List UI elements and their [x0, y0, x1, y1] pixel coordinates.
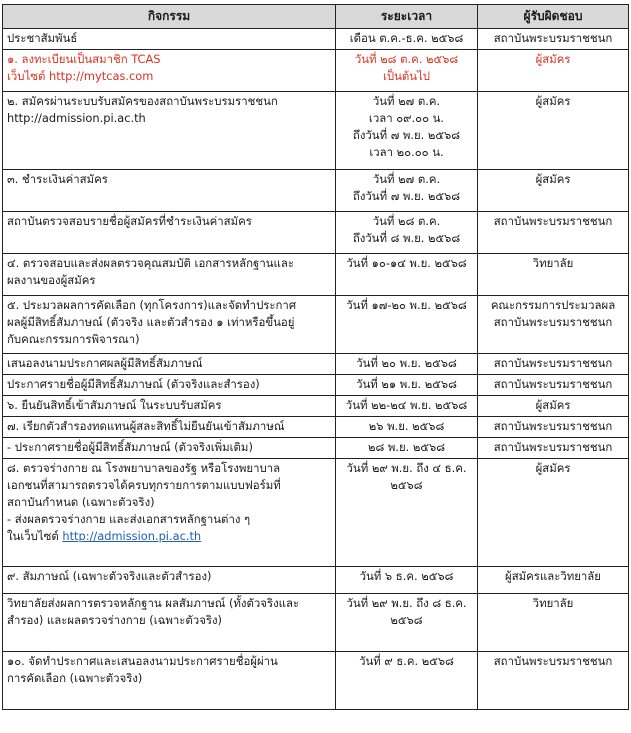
- cell-line: - ส่งผลตรวจร่างกาย และส่งเอกสารหลักฐานต่าง ๆ: [7, 512, 251, 526]
- header-activity: กิจกรรม: [3, 5, 336, 29]
- period-cell: [336, 354, 478, 375]
- cell-line: วันที่ ๑๗-๒๐ พ.ย. ๒๕๖๘: [346, 298, 467, 312]
- activity-cell: [3, 92, 336, 170]
- cell-line: ถึงวันที่ ๗ พ.ย. ๒๕๖๘: [352, 128, 461, 142]
- table-row: [3, 375, 629, 396]
- period-cell: [336, 396, 478, 417]
- activity-cell: [3, 212, 336, 254]
- responsible-cell: [478, 459, 629, 567]
- cell-line: - ประกาศรายชื่อผู้มีสิทธิ์สัมภาษณ์ (ตัวจริงเพิ่มเติม): [7, 440, 253, 454]
- activity-cell: [3, 254, 336, 296]
- cell-line: ผู้สมัคร: [535, 398, 571, 412]
- responsible-cell: [478, 438, 629, 459]
- cell-line: เสนอลงนามประกาศผลผู้มีสิทธิ์สัมภาษณ์: [7, 356, 203, 370]
- responsible-cell: [478, 375, 629, 396]
- cell-line: สถาบันพระบรมราชชนก: [493, 214, 613, 228]
- period-cell: [336, 92, 478, 170]
- period-cell: [336, 296, 478, 354]
- period-cell: [336, 29, 478, 50]
- responsible-cell: [478, 29, 629, 50]
- activity-cell: [3, 170, 336, 212]
- cell-line: ผลผู้มีสิทธิ์สัมภาษณ์ (ตัวจริง และตัวสำรอง ๑ เท่าหรือขึ้นอยู่: [7, 315, 295, 329]
- period-cell: [336, 438, 478, 459]
- admission-link[interactable]: http://admission.pi.ac.th: [62, 529, 202, 543]
- cell-line: ผู้สมัคร: [535, 172, 571, 186]
- period-cell: [336, 459, 478, 567]
- table-row: [3, 50, 629, 92]
- cell-line: ผู้สมัคร: [535, 94, 571, 108]
- cell-line: ๒๕๖๘: [390, 613, 423, 627]
- cell-line: เวลา ๒๐.๐๐ น.: [369, 145, 444, 159]
- cell-line: วันที่ ๖ ธ.ค. ๒๕๖๘: [359, 569, 454, 583]
- period-cell: [336, 170, 478, 212]
- cell-line: วันที่ ๒๗ ต.ค.: [372, 94, 441, 108]
- responsible-cell: [478, 396, 629, 417]
- responsible-cell: [478, 652, 629, 710]
- cell-line: http://admission.pi.ac.th: [7, 111, 146, 125]
- table-row: [3, 354, 629, 375]
- cell-line: ประกาศรายชื่อผู้มีสิทธิ์สัมภาษณ์ (ตัวจริงและสำรอง): [7, 377, 260, 391]
- cell-line: ๔. ตรวจสอบและส่งผลตรวจคุณสมบัติ เอกสารหลักฐานและ: [7, 256, 294, 270]
- table-row: [3, 396, 629, 417]
- cell-line: เว็บไซต์ http://mytcas.com: [7, 69, 154, 83]
- responsible-cell: [478, 567, 629, 594]
- activity-cell: [3, 594, 336, 652]
- cell-line: ประชาสัมพันธ์: [7, 31, 78, 45]
- cell-line: ๘. ตรวจร่างกาย ณ โรงพยาบาลของรัฐ หรือโรงพยาบาล: [7, 461, 281, 475]
- cell-line: ๒๘ พ.ย. ๒๕๖๘: [367, 440, 446, 454]
- cell-line: การคัดเลือก (เฉพาะตัวจริง): [7, 671, 143, 685]
- table-row: [3, 652, 629, 710]
- cell-line: ถึงวันที่ ๘ พ.ย. ๒๕๖๘: [352, 231, 461, 245]
- responsible-cell: [478, 296, 629, 354]
- cell-line: สถาบันตรวจสอบรายชื่อผู้สมัครที่ชำระเงินค่าสมัคร: [7, 214, 252, 228]
- cell-line: ๕. ประมวลผลการคัดเลือก (ทุกโครงการ)และจัดทำประกาศ: [7, 298, 297, 312]
- table-row: [3, 417, 629, 438]
- table-row: [3, 212, 629, 254]
- activity-cell: [3, 354, 336, 375]
- responsible-cell: [478, 594, 629, 652]
- table-row: [3, 29, 629, 50]
- activity-cell: [3, 567, 336, 594]
- cell-line: วันที่ ๒๘ ต.ค.: [372, 214, 441, 228]
- activity-cell: [3, 375, 336, 396]
- cell-line: เดือน ต.ค.-ธ.ค. ๒๕๖๘: [349, 31, 464, 45]
- cell-line: ๒. สมัครผ่านระบบรับสมัครของสถาบันพระบรมราชชนก: [7, 94, 278, 108]
- cell-line: ในเว็บไซต์ http://admission.pi.ac.th: [7, 529, 202, 543]
- table-row: [3, 296, 629, 354]
- responsible-cell: [478, 354, 629, 375]
- cell-line: วันที่ ๒๙ พ.ย. ถึง ๔ ธ.ค.: [346, 461, 467, 475]
- cell-line: ๙. สัมภาษณ์ (เฉพาะตัวจริงและตัวสำรอง): [7, 569, 212, 583]
- schedule-body: [3, 29, 629, 710]
- activity-cell: [3, 417, 336, 438]
- cell-line: เป็นต้นไป: [382, 69, 431, 83]
- cell-line: วันที่ ๒๒-๒๔ พ.ย. ๒๕๖๘: [345, 398, 468, 412]
- cell-line: สถาบันพระบรมราชชนก: [493, 440, 613, 454]
- responsible-cell: [478, 417, 629, 438]
- cell-line: วันที่ ๙ ธ.ค. ๒๕๖๘: [359, 654, 454, 668]
- period-cell: [336, 594, 478, 652]
- cell-line: ๑๐. จัดทำประกาศและเสนอลงนามประกาศรายชื่อผู้ผ่าน: [7, 654, 278, 668]
- cell-line: กับคณะกรรมการพิจารณา): [7, 332, 140, 346]
- activity-cell: [3, 296, 336, 354]
- period-cell: [336, 652, 478, 710]
- cell-line: ๒๕๖๘: [390, 478, 423, 492]
- responsible-cell: [478, 92, 629, 170]
- cell-line: สถาบันพระบรมราชชนก: [493, 356, 613, 370]
- cell-line: ๑. ลงทะเบียนเป็นสมาชิก TCAS: [7, 52, 161, 66]
- cell-line: วิทยาลัย: [532, 596, 574, 610]
- cell-line: วันที่ ๒๙ พ.ย. ถึง ๘ ธ.ค.: [346, 596, 467, 610]
- cell-line: วันที่ ๒๗ ต.ค.: [372, 172, 441, 186]
- cell-line: สถาบันพระบรมราชชนก: [493, 377, 613, 391]
- period-cell: [336, 50, 478, 92]
- cell-line: สถาบันพระบรมราชชนก: [493, 31, 613, 45]
- responsible-cell: [478, 170, 629, 212]
- cell-line: ๖. ยืนยันสิทธิ์เข้าสัมภาษณ์ ในระบบรับสมัคร: [7, 398, 222, 412]
- period-cell: [336, 567, 478, 594]
- cell-line: เอกชนที่สามารถตรวจได้ครบทุกรายการตามแบบฟอร์มที่: [7, 478, 281, 492]
- table-row: [3, 459, 629, 567]
- cell-line: สำรอง) และผลตรวจร่างกาย (เฉพาะตัวจริง): [7, 613, 222, 627]
- cell-line: วิทยาลัยส่งผลการตรวจหลักฐาน ผลสัมภาษณ์ (ทั้งตัวจริงและ: [7, 596, 300, 610]
- cell-line: ผลงานของผู้สมัคร: [7, 273, 96, 287]
- cell-line: ผู้สมัครและวิทยาลัย: [505, 569, 601, 583]
- period-cell: [336, 254, 478, 296]
- cell-line: สถาบันพระบรมราชชนก: [493, 654, 613, 668]
- table-row: [3, 92, 629, 170]
- cell-line: เวลา ๐๙.๐๐ น.: [368, 111, 445, 125]
- cell-line: วันที่ ๒๘ ต.ค. ๒๕๖๘: [354, 52, 459, 66]
- responsible-cell: [478, 212, 629, 254]
- header-row: [3, 5, 629, 29]
- cell-line: ผู้สมัคร: [535, 461, 571, 475]
- activity-cell: [3, 29, 336, 50]
- header-responsible: ผู้รับผิดชอบ: [478, 5, 629, 29]
- table-row: [3, 254, 629, 296]
- cell-line: วิทยาลัย: [532, 256, 574, 270]
- cell-line: ผู้สมัคร: [535, 52, 571, 66]
- cell-line: สถาบันพระบรมราชชนก: [493, 419, 613, 433]
- activity-cell: [3, 50, 336, 92]
- table-row: [3, 438, 629, 459]
- cell-line: ๒๖ พ.ย. ๒๕๖๘: [368, 419, 445, 433]
- period-cell: [336, 212, 478, 254]
- schedule-table: [2, 4, 629, 710]
- header-period: ระยะเวลา: [336, 5, 478, 29]
- responsible-cell: [478, 254, 629, 296]
- activity-cell: [3, 459, 336, 567]
- cell-line: คณะกรรมการประมวลผล: [490, 298, 616, 312]
- cell-line: สถาบันพระบรมราชชนก: [493, 315, 613, 329]
- table-row: [3, 567, 629, 594]
- table-row: [3, 170, 629, 212]
- period-cell: [336, 417, 478, 438]
- activity-cell: [3, 652, 336, 710]
- period-cell: [336, 375, 478, 396]
- cell-line: วันที่ ๑๐-๑๔ พ.ย. ๒๕๖๘: [346, 256, 467, 270]
- cell-line: ๓. ชำระเงินค่าสมัคร: [7, 172, 108, 186]
- table-row: [3, 594, 629, 652]
- activity-cell: [3, 438, 336, 459]
- cell-line: สถาบันกำหนด (เฉพาะตัวจริง): [7, 495, 155, 509]
- cell-line: วันที่ ๒๐ พ.ย. ๒๕๖๘: [356, 356, 457, 370]
- responsible-cell: [478, 50, 629, 92]
- activity-cell: [3, 396, 336, 417]
- cell-line: ๗. เรียกตัวสำรองทดแทนผู้สละสิทธิ์ไม่ยืนยันเข้าสัมภาษณ์: [7, 419, 285, 433]
- cell-line: วันที่ ๒๑ พ.ย. ๒๕๖๘: [356, 377, 457, 391]
- cell-line: ถึงวันที่ ๗ พ.ย. ๒๕๖๘: [352, 189, 461, 203]
